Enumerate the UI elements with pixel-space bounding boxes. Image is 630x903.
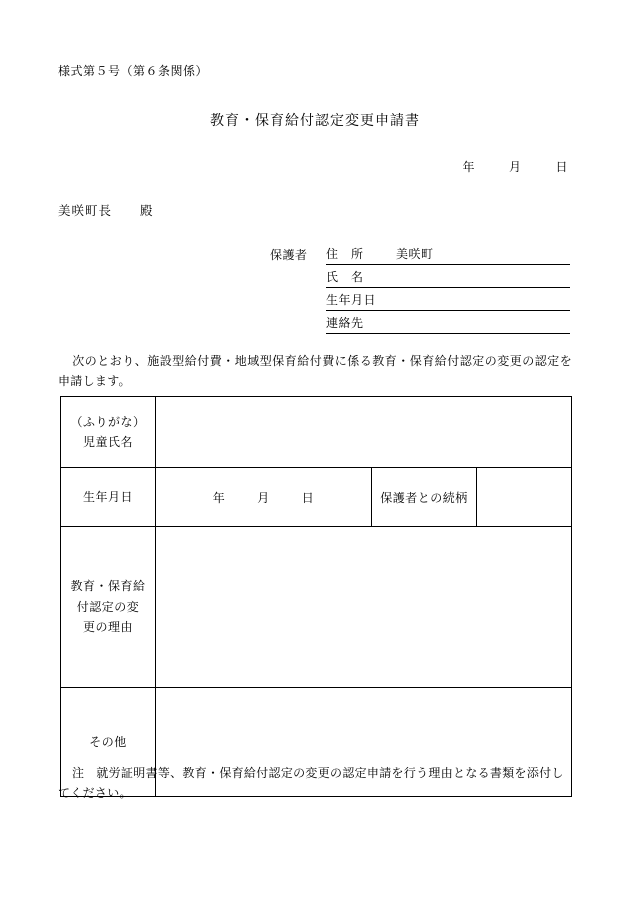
reason-label-line3: 更の理由	[82, 620, 133, 635]
guardian-contact-field[interactable]	[326, 314, 570, 334]
guardian-address-label: 住 所	[326, 247, 364, 261]
guardian-spacer-2	[270, 309, 326, 311]
addressee-honorific: 殿	[140, 204, 154, 218]
guardian-contact-label: 連絡先	[326, 316, 364, 330]
guardian-name-label: 氏 名	[326, 270, 364, 284]
other-label-cell: その他	[61, 688, 156, 797]
guardian-birth-label: 生年月日	[326, 293, 377, 307]
guardian-address-row	[270, 242, 570, 265]
form-number: 様式第５号（第６条関係）	[58, 64, 209, 78]
page-title: 教育・保育給付認定変更申請書	[210, 114, 420, 129]
date-year-label: 年	[462, 160, 475, 174]
guardian-contact-row	[270, 311, 570, 334]
relation-value-cell[interactable]	[477, 468, 572, 527]
guardian-name-field[interactable]	[326, 268, 570, 288]
relation-label-cell: 保護者との続柄	[372, 468, 477, 527]
guardian-name-row	[270, 265, 570, 288]
child-name-label: 児童氏名	[82, 435, 133, 449]
guardian-address-value: 美咲町	[396, 247, 434, 261]
guardian-section-label: 保護者	[270, 248, 308, 262]
dob-month-label: 月	[257, 490, 270, 505]
intro-text: 次のとおり、施設型給付費・地域型保育給付費に係る教育・保育給付認定の変更の認定を申請します。	[58, 354, 572, 388]
dob-day-label: 日	[301, 490, 315, 505]
guardian-spacer-3	[270, 332, 326, 334]
application-table	[60, 396, 572, 797]
addressee	[58, 201, 154, 219]
dob-year-label: 年	[212, 490, 226, 505]
furigana-label: （ふりがな）	[70, 414, 146, 429]
footer-note	[58, 763, 572, 804]
reason-value-cell[interactable]	[156, 527, 572, 688]
dob-label-cell: 生年月日	[61, 468, 156, 527]
intro-paragraph	[58, 352, 572, 392]
guardian-spacer-1	[270, 286, 326, 288]
date-day-label: 日	[555, 160, 568, 174]
guardian-birth-field[interactable]	[326, 291, 570, 311]
table-row	[61, 527, 572, 688]
table-row	[61, 397, 572, 468]
table-row	[61, 468, 572, 527]
child-name-label-cell	[61, 397, 156, 468]
addressee-name: 美咲町長	[58, 204, 113, 218]
reason-label-line2: 付認定の変	[76, 599, 140, 614]
reason-label-line1: 教育・保育給	[70, 579, 146, 594]
guardian-block	[270, 242, 570, 334]
date-line	[0, 158, 630, 175]
note-text: 就労証明書等、教育・保育給付認定の変更の認定申請を行う理由となる書類を添付してください。	[58, 766, 564, 801]
guardian-birth-row	[270, 288, 570, 311]
child-name-value-cell[interactable]	[156, 397, 572, 468]
dob-value-cell[interactable]	[156, 468, 372, 527]
date-month-label: 月	[508, 160, 522, 174]
note-marker: 注	[72, 766, 85, 780]
reason-label-cell	[61, 527, 156, 688]
guardian-address-field[interactable]	[326, 245, 570, 265]
